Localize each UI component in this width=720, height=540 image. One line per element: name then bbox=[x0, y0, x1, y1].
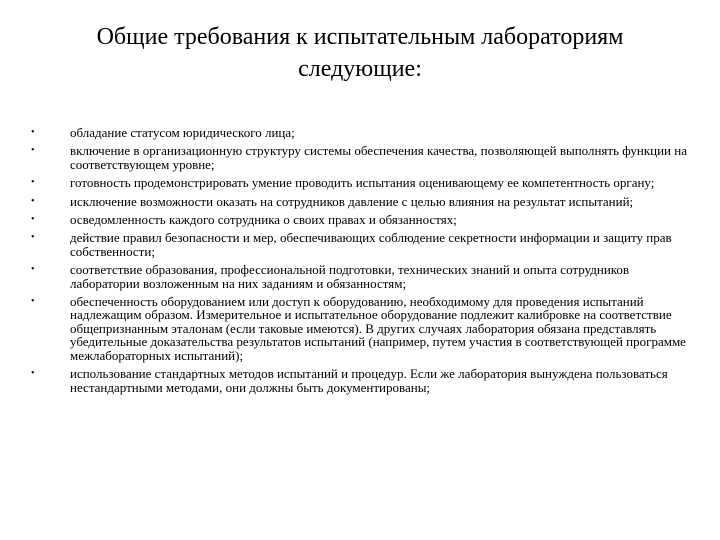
bullet-icon: • bbox=[31, 127, 35, 138]
list-item bbox=[30, 195, 690, 208]
list-item-text: готовность продемонстрировать умение проводить испытания оценивающему ее компетентность органу; bbox=[70, 175, 655, 191]
list-item bbox=[30, 176, 690, 189]
bullet-icon: • bbox=[31, 264, 35, 276]
list-item bbox=[30, 231, 690, 258]
title-line-1: Общие требования к испытательным лабораториям bbox=[96, 24, 624, 50]
list-item bbox=[30, 295, 690, 362]
title-line-2: следующие: bbox=[298, 56, 422, 82]
list-item-text: исключение возможности оказать на сотрудников давление с целью влияния на результат испытаний; bbox=[70, 193, 634, 209]
list-item-text: соответствие образования, профессиональной подготовки, технических знаний и опыта сотрудников лаборатории возложенным на них заданиям и обязанностям; bbox=[70, 262, 630, 291]
list-item bbox=[30, 367, 690, 394]
bullet-icon: • bbox=[31, 368, 35, 380]
bullet-icon: • bbox=[31, 145, 35, 157]
slide-title bbox=[60, 21, 660, 85]
list-item-text: осведомленность каждого сотрудника о своих правах и обязанностях; bbox=[70, 212, 457, 228]
bullet-icon: • bbox=[31, 214, 35, 226]
list-item-text: обеспеченность оборудованием или доступ к оборудованию, необходимому для проведения испытаний надлежащим образом. Измерительное и испытательное оборудование подлежит калибровке на соответствие общепризнанным эталонам (если таковые имеются). В других случаях лаборатория обязана представлять убедительные доказательства результатов испытаний (например, путем участия в соответствующей программе межлабораторных испытаний); bbox=[70, 294, 686, 363]
bullet-icon: • bbox=[31, 195, 35, 207]
requirements-list bbox=[30, 126, 690, 394]
list-item bbox=[30, 126, 690, 139]
list-item bbox=[30, 263, 690, 290]
bullet-icon: • bbox=[31, 232, 35, 244]
bullet-icon: • bbox=[31, 296, 35, 308]
list-item-text: использование стандартных методов испытаний и процедур. Если же лаборатория вынуждена пользоваться нестандартными методами, они должны быть документированы; bbox=[70, 366, 668, 395]
list-item-text: включение в организационную структуру системы обеспечения качества, позволяющей выполнять функции на соответствующем уровне; bbox=[70, 143, 687, 172]
bullet-icon: • bbox=[31, 177, 35, 189]
list-item-text: действие правил безопасности и мер, обеспечивающих соблюдение секретности информации и защиту прав собственности; bbox=[70, 230, 672, 259]
list-item bbox=[30, 213, 690, 226]
list-item bbox=[30, 144, 690, 171]
list-item-text: обладание статусом юридического лица; bbox=[70, 125, 295, 140]
slide-content bbox=[30, 126, 690, 399]
